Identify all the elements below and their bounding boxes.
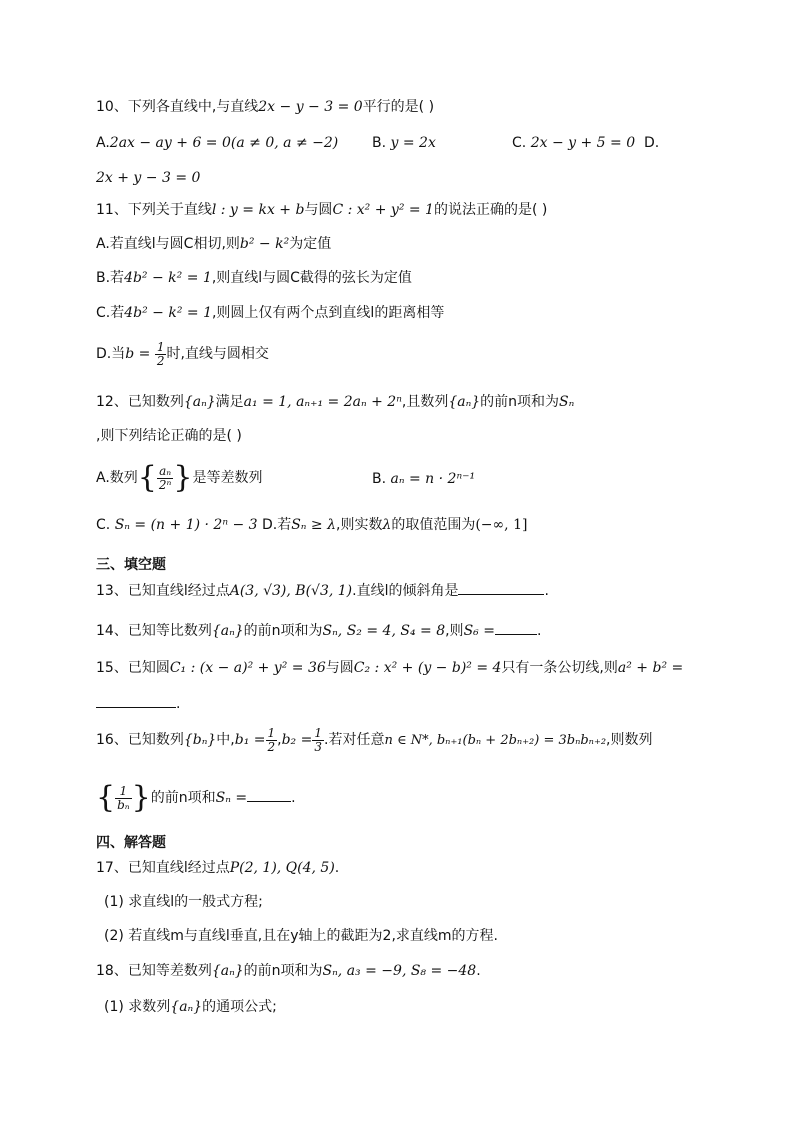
q12-option-b — [372, 469, 475, 489]
q12-sum: Sₙ — [559, 394, 575, 410]
q12-option-c-label: C. — [96, 517, 111, 533]
q11-option-d-post: 时,直线与圆相交 — [166, 346, 269, 362]
q14-end: . — [536, 623, 542, 639]
q16-end: . — [291, 790, 296, 806]
q12-text-2: 满足 — [215, 394, 244, 410]
q11-option-d-fraction — [155, 341, 167, 368]
left-brace-icon: { — [137, 460, 157, 495]
q12-option-a — [96, 460, 262, 496]
q10-equation: 2x − y − 3 = 0 — [258, 99, 363, 115]
q11-option-d-pre: D.当 — [96, 346, 126, 362]
q10-option-b-label: B. — [372, 135, 387, 151]
q12-option-b-label: B. — [372, 471, 387, 487]
q10-option-b: y = 2x — [390, 135, 436, 151]
q16-answer-blank[interactable] — [247, 787, 291, 802]
right-brace-icon: } — [131, 780, 151, 815]
fraction-numerator: 1 — [115, 785, 132, 799]
q11-line-equation: l : y = kx + b — [211, 202, 305, 218]
q10-option-d-label: D. — [644, 135, 660, 151]
q11-text-1: 11、下列关于直线 — [96, 202, 212, 218]
fraction-denominator: 2 — [267, 739, 276, 754]
q10-option-d: 2x + y − 3 = 0 — [96, 170, 201, 186]
q12-option-d-mid: ,则实数 — [336, 517, 383, 533]
q16-stem — [96, 724, 652, 757]
q10-text: 10、下列各直线中,与直线 — [96, 99, 259, 115]
q11-stem — [96, 200, 547, 220]
q12-condition: a₁ = 1, aₙ₊₁ = 2aₙ + 2ⁿ — [243, 394, 402, 410]
q12-text-3: ,且数列 — [401, 394, 449, 410]
q12-option-d-var: λ — [382, 517, 392, 533]
q11-text-2: 与圆 — [304, 202, 333, 218]
q11-circle-equation: C : x² + y² = 1 — [332, 202, 434, 218]
q11-option-d-var: b = — [125, 346, 151, 362]
q16-b1-fraction — [266, 727, 278, 754]
q10-stem — [96, 97, 434, 117]
q11-option-b — [96, 268, 412, 288]
q11-option-c-math: 4b² − k² = 1 — [124, 305, 212, 321]
q13-text-1: 13、已知直线l经过点 — [96, 583, 230, 599]
q14-sequence: {aₙ} — [211, 623, 244, 639]
q16-b2-fraction — [312, 727, 324, 754]
q11-option-a-math: b² − k² — [239, 236, 290, 252]
q11-option-d — [96, 337, 269, 371]
q12-sequence: {aₙ} — [183, 394, 216, 410]
q18-text-2: 的前n项和为 — [243, 963, 323, 979]
q17-text-1: 17、已知直线l经过点 — [96, 860, 230, 876]
fraction-denominator: 2ⁿ — [158, 477, 172, 492]
q18-part-1 — [104, 997, 277, 1017]
q18-condition: Sₙ, a₃ = −9, S₈ = −48 — [322, 963, 477, 979]
fraction-denominator: bₙ — [117, 797, 130, 812]
q12-stem-cont — [96, 426, 242, 446]
q15-answer-blank[interactable] — [96, 693, 176, 708]
q12-option-a-pre: A.数列 — [96, 470, 138, 486]
q11-option-a — [96, 234, 331, 254]
fraction-numerator: aₙ — [157, 465, 174, 479]
q18-part-1-post: 的通项公式; — [202, 999, 277, 1015]
q17-points: P(2, 1), Q(4, 5) — [229, 860, 335, 876]
q12-option-b-math: aₙ = n · 2ⁿ⁻¹ — [390, 471, 476, 487]
q16-text-3: .若对任意 — [324, 732, 385, 748]
q17-part-2: (2) 若直线m与直线l垂直,且在y轴上的截距为2,求直线m的方程. — [104, 928, 498, 944]
q14-ask: S₆ = — [463, 623, 495, 639]
q14-condition: Sₙ, S₂ = 4, S₄ = 8 — [322, 623, 446, 639]
q15-ask: a² + b² = — [617, 660, 684, 676]
q11-option-c — [96, 303, 444, 323]
q16-sequence: {bₙ} — [183, 732, 217, 748]
q13-end: . — [544, 583, 549, 599]
q11-option-b-post: ,则直线l与圆C截得的弦长为定值 — [211, 270, 412, 286]
left-brace-icon: { — [96, 780, 116, 815]
fraction-denominator: 3 — [314, 739, 322, 754]
section-3-heading: 三、填空题 — [96, 557, 166, 573]
q17-stem — [96, 858, 339, 878]
q18-text-1: 18、已知等差数列 — [96, 963, 212, 979]
q12-option-c-math: Sₙ = (n + 1) · 2ⁿ − 3 — [114, 517, 258, 533]
q16-text-4: ,则数列 — [606, 732, 653, 748]
section-4-heading: 四、解答题 — [96, 835, 166, 851]
q10-option-c-label: C. — [512, 135, 527, 151]
q10-option-c: 2x − y + 5 = 0 — [530, 135, 636, 151]
right-brace-icon: } — [173, 460, 193, 495]
q11-text-3: 的说法正确的是( ) — [433, 202, 548, 218]
fraction-denominator: 2 — [156, 353, 165, 368]
q12-option-a-post: 是等差数列 — [192, 470, 263, 486]
fraction-numerator: 1 — [267, 725, 276, 740]
q12-sequence-2: {aₙ} — [448, 394, 481, 410]
q10-option-b-wrap — [372, 133, 436, 153]
q11-option-b-pre: B.若 — [96, 270, 125, 286]
q16-text-1: 16、已知数列 — [96, 732, 184, 748]
q10-options — [96, 133, 338, 153]
q16-stem-cont — [96, 778, 296, 818]
q10-tail: 平行的是( ) — [362, 99, 435, 115]
q16-b2: b₂ = — [281, 732, 313, 748]
q11-option-b-math: 4b² − k² = 1 — [124, 270, 212, 286]
q16-text-5: 的前n项和 — [150, 790, 216, 806]
q16-condition: n ∈ N*, bₙ₊₁(bₙ + 2bₙ₊₂) = 3bₙbₙ₊₂ — [384, 733, 607, 748]
q15-text-1: 15、已知圆 — [96, 660, 170, 676]
q14-answer-blank[interactable] — [495, 620, 537, 635]
q15-text-2: 与圆 — [325, 660, 354, 676]
q10-option-a-label: A. — [96, 135, 110, 151]
q16-sep: , — [277, 732, 282, 748]
q18-sequence-2: {aₙ} — [170, 999, 203, 1015]
q14-text-3: ,则 — [445, 623, 464, 639]
q15-end: . — [176, 696, 181, 712]
q14-text-1: 14、已知等比数列 — [96, 623, 212, 639]
q12-text-5: ,则下列结论正确的是( ) — [96, 428, 242, 444]
q11-option-c-post: ,则圆上仅有两个点到直线l的距离相等 — [211, 305, 445, 321]
q10-option-c-wrap — [512, 133, 659, 153]
q16-reciprocal-fraction — [115, 785, 132, 812]
q12-option-d-math: Sₙ ≥ λ — [291, 517, 336, 533]
q18-sequence: {aₙ} — [211, 963, 244, 979]
q14 — [96, 620, 541, 641]
q16-text-2: 中, — [216, 732, 235, 748]
q11-option-a-pre: A.若直线l与圆C相切,则 — [96, 236, 240, 252]
q10-option-a: 2ax − ay + 6 = 0(a ≠ 0, a ≠ −2) — [109, 135, 339, 151]
q18-stem — [96, 961, 481, 981]
q16-ask: Sₙ = — [215, 790, 248, 806]
q12-stem — [96, 392, 574, 412]
q13-points: A(3, √3), B(√3, 1) — [229, 583, 353, 599]
q10-option-d-wrap — [96, 168, 200, 188]
q12-text-4: 的前n项和为 — [480, 394, 560, 410]
q12-option-d-post: 的取值范围为 — [391, 517, 476, 533]
q12-option-d-pre: D.若 — [261, 517, 292, 533]
fraction-numerator: 1 — [314, 725, 322, 740]
q15-blank-line — [96, 693, 180, 714]
q16-b1: b₁ = — [234, 732, 266, 748]
q12-option-a-fraction — [157, 465, 174, 492]
q15 — [96, 658, 683, 678]
q13 — [96, 580, 549, 601]
q11-option-a-post: 为定值 — [289, 236, 332, 252]
q18-end: . — [476, 963, 481, 979]
q12-text-1: 12、已知数列 — [96, 394, 184, 410]
q18-part-1-pre: (1) 求数列 — [104, 999, 171, 1015]
q11-option-c-pre: C.若 — [96, 305, 125, 321]
fraction-numerator: 1 — [156, 339, 165, 354]
q15-circle-2: C₂ : x² + (y − b)² = 4 — [353, 660, 502, 676]
q14-text-2: 的前n项和为 — [243, 623, 323, 639]
q13-text-2: .直线l的倾斜角是 — [352, 583, 459, 599]
q12-option-d-range: (−∞, 1] — [475, 517, 528, 533]
q17-end: . — [334, 860, 340, 876]
q15-text-3: 只有一条公切线,则 — [501, 660, 618, 676]
q15-circle-1: C₁ : (x − a)² + y² = 36 — [169, 660, 326, 676]
q12-options-cd — [96, 515, 527, 535]
q17-part-1: (1) 求直线l的一般式方程; — [104, 894, 263, 910]
q13-answer-blank[interactable] — [458, 580, 544, 595]
